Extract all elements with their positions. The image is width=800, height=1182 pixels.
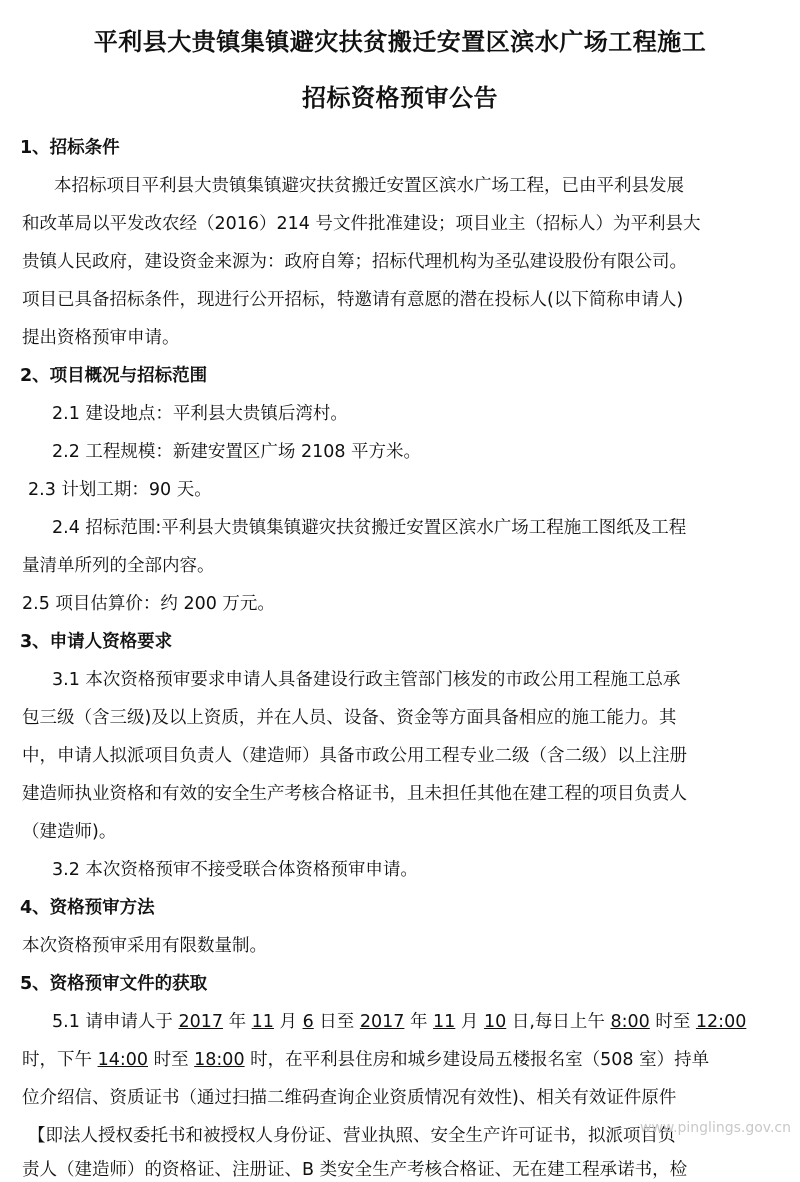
section-5-line-3: 位介绍信、资质证书（通过扫描二维码查询企业资质情况有效性)、相关有效证件原件 xyxy=(22,1088,677,1108)
watermark: www.pinglings.gov.cn xyxy=(640,1120,792,1136)
text-run: 日至 xyxy=(313,1012,360,1032)
section-5-line-1 xyxy=(52,1010,746,1034)
section-2-item-5: 2.5 项目估算价：约 200 万元。 xyxy=(22,594,275,614)
underlined-time-am-start: 8:00 xyxy=(610,1012,650,1032)
text-run: 5.1 请申请人于 xyxy=(52,1012,179,1032)
underlined-month-start: 11 xyxy=(251,1012,274,1032)
section-2-item-3: 2.3 计划工期：90 天。 xyxy=(28,480,212,500)
text-run: 时，在平利县住房和城乡建设局五楼报名室（508 室）持单 xyxy=(244,1050,710,1070)
section-5-line-4: 【即法人授权委托书和被授权人身份证、营业执照、安全生产许可证书，拟派项目负 xyxy=(28,1126,676,1146)
section-4-heading: 4、资格预审方法 xyxy=(20,898,155,918)
underlined-month-end: 11 xyxy=(433,1012,456,1032)
section-2-heading: 2、项目概况与招标范围 xyxy=(20,366,208,386)
section-2-item-4-line-1: 2.4 招标范围:平利县大贵镇集镇避灾扶贫搬迁安置区滨水广场工程施工图纸及工程 xyxy=(52,518,687,538)
section-3-line-1: 3.1 本次资格预审要求申请人具备建设行政主管部门核发的市政公用工程施工总承 xyxy=(52,670,681,690)
text-run: 年 xyxy=(223,1012,252,1032)
section-1-line-5: 提出资格预审申请。 xyxy=(22,328,180,348)
text-run: 时至 xyxy=(148,1050,195,1070)
section-1-line-2: 和改革局以平发改农经（2016）214 号文件批准建设；项目业主（招标人）为平利县大 xyxy=(22,214,701,234)
section-2-item-2: 2.2 工程规模：新建安置区广场 2108 平方米。 xyxy=(52,442,422,462)
section-3-line-2: 包三级（含三级)及以上资质，并在人员、设备、资金等方面具备相应的施工能力。其 xyxy=(22,708,677,728)
text-run: 时，下午 xyxy=(22,1050,98,1070)
section-3-line-5: （建造师)。 xyxy=(22,822,117,842)
section-3-line-4: 建造师执业资格和有效的安全生产考核合格证书，且未担任其他在建工程的项目负责人 xyxy=(22,784,687,804)
section-1-heading: 1、招标条件 xyxy=(20,138,120,158)
text-run: 月 xyxy=(455,1012,484,1032)
document-title-line-1: 平利县大贵镇集镇避灾扶贫搬迁安置区滨水广场工程施工 xyxy=(93,28,707,56)
text-run: 月 xyxy=(273,1012,303,1032)
underlined-year-end: 2017 xyxy=(359,1012,405,1032)
text-run: 日,每日上午 xyxy=(506,1012,611,1032)
section-2-item-4-line-2: 量清单所列的全部内容。 xyxy=(22,556,215,576)
underlined-year-start: 2017 xyxy=(178,1012,224,1032)
section-5-line-2 xyxy=(22,1048,709,1072)
underlined-time-pm-start: 14:00 xyxy=(97,1050,148,1070)
section-5-line-5: 责人（建造师）的资格证、注册证、B 类安全生产考核合格证、无在建工程承诺书，检 xyxy=(22,1160,688,1180)
section-4-text: 本次资格预审采用有限数量制。 xyxy=(22,936,267,956)
underlined-day-end: 10 xyxy=(483,1012,507,1032)
section-1-line-1: 本招标项目平利县大贵镇集镇避灾扶贫搬迁安置区滨水广场工程，已由平利县发展 xyxy=(54,176,684,196)
document-title-line-2: 招标资格预审公告 xyxy=(302,84,498,112)
section-3-heading: 3、申请人资格要求 xyxy=(20,632,173,652)
underlined-time-pm-end: 18:00 xyxy=(194,1050,245,1070)
text-run: 年 xyxy=(404,1012,434,1032)
section-1-line-4: 项目已具备招标条件，现进行公开招标，特邀请有意愿的潜在投标人(以下简称申请人) xyxy=(22,290,684,310)
text-run: 时至 xyxy=(649,1012,696,1032)
section-2-item-1: 2.1 建设地点：平利县大贵镇后湾村。 xyxy=(52,404,348,424)
section-3-line-3: 中，申请人拟派项目负责人（建造师）具备市政公用工程专业二级（含二级）以上注册 xyxy=(22,746,687,766)
underlined-day-start: 6 xyxy=(302,1012,314,1032)
section-3-item-2: 3.2 本次资格预审不接受联合体资格预审申请。 xyxy=(52,860,418,880)
underlined-time-am-end: 12:00 xyxy=(695,1012,747,1032)
section-1-line-3: 贵镇人民政府，建设资金来源为：政府自筹；招标代理机构为圣弘建设股份有限公司。 xyxy=(22,252,687,272)
section-5-heading: 5、资格预审文件的获取 xyxy=(20,974,208,994)
